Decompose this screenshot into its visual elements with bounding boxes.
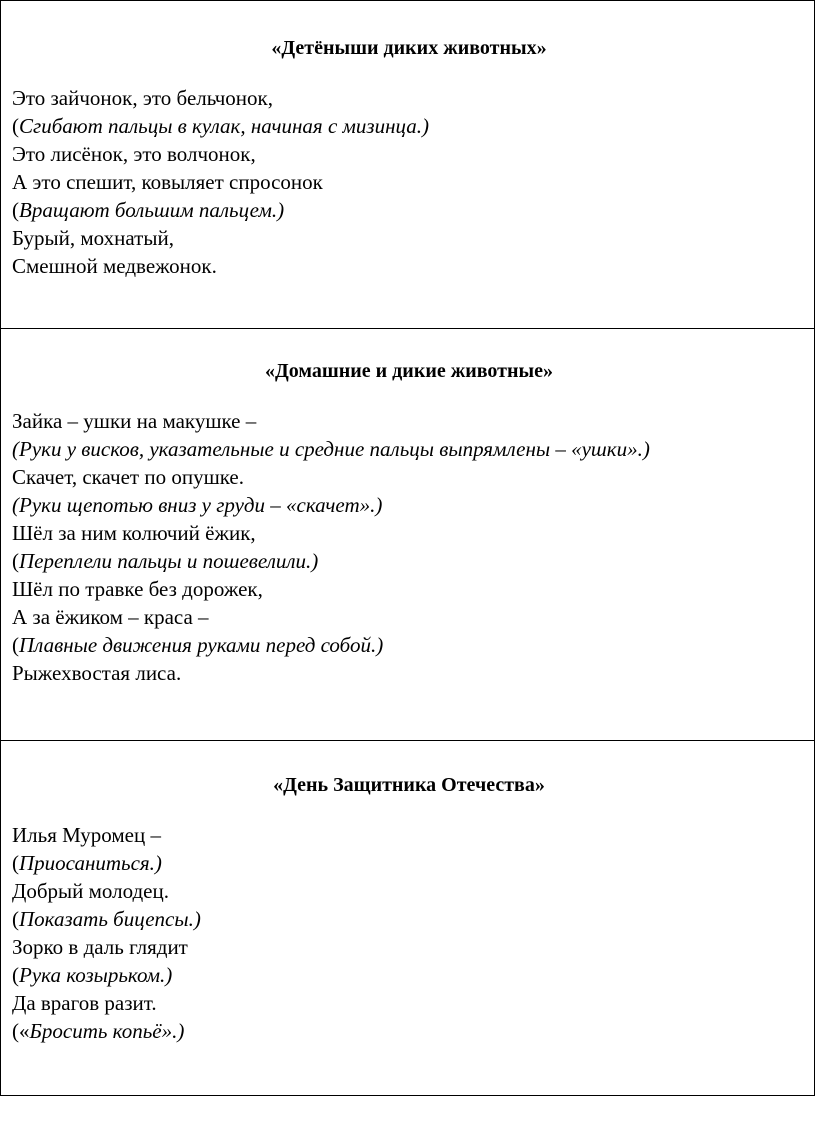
instruction-line — [12, 631, 806, 659]
line-prefix: ( — [12, 114, 19, 138]
line-text: Сгибают пальцы в кулак, начиная с мизинца.) — [19, 114, 430, 138]
instruction-line — [12, 961, 806, 989]
line-text: Приосаниться.) — [19, 851, 162, 875]
line-text: Переплели пальцы и пошевелили.) — [19, 549, 319, 573]
line-text: Скачет, скачет по опушке. — [12, 465, 244, 489]
section-cell — [1, 328, 814, 740]
line-text: Вращают большим пальцем.) — [19, 198, 285, 222]
line-text: Это зайчонок, это бельчонок, — [12, 86, 273, 110]
section-cell — [1, 740, 814, 1096]
line-text: Илья Муромец – — [12, 823, 161, 847]
verse-line — [12, 140, 806, 168]
instruction-line — [12, 196, 806, 224]
verse-line — [12, 407, 806, 435]
verse-line — [12, 821, 806, 849]
line-text: Шёл по травке без дорожек, — [12, 577, 263, 601]
line-prefix: (« — [12, 1019, 30, 1043]
verse-line — [12, 463, 806, 491]
line-prefix: ( — [12, 549, 19, 573]
line-text: А за ёжиком – краса – — [12, 605, 209, 629]
line-text: Плавные движения руками перед собой.) — [19, 633, 384, 657]
instruction-line — [12, 547, 806, 575]
verse-line — [12, 519, 806, 547]
instruction-line — [12, 1017, 806, 1045]
line-text: Рука козырьком.) — [19, 963, 173, 987]
line-prefix: ( — [12, 633, 19, 657]
verse-line — [12, 659, 806, 687]
line-text: Бросить копьё».) — [29, 1019, 185, 1043]
line-text: Да врагов разит. — [12, 991, 157, 1015]
line-prefix: ( — [12, 851, 19, 875]
section-lines — [12, 821, 806, 1045]
line-text: Это лисёнок, это волчонок, — [12, 142, 256, 166]
line-prefix: ( — [12, 963, 19, 987]
verse-line — [12, 224, 806, 252]
verse-line — [12, 989, 806, 1017]
line-text: (Руки щепотью вниз у груди – «скачет».) — [12, 493, 383, 517]
instruction-line — [12, 491, 806, 519]
verse-line — [12, 84, 806, 112]
section-title: «Домашние и дикие животные» — [264, 360, 554, 382]
verse-line — [12, 168, 806, 196]
verse-line — [12, 877, 806, 905]
verse-line — [12, 252, 806, 280]
line-text: А это спешит, ковыляет спросонок — [12, 170, 323, 194]
verse-line — [12, 603, 806, 631]
section-title: «День Защитника Отечества» — [273, 774, 545, 796]
line-text: Зайка – ушки на макушке – — [12, 409, 257, 433]
verse-line — [12, 933, 806, 961]
line-text: Показать бицепсы.) — [19, 907, 201, 931]
line-prefix: ( — [12, 907, 19, 931]
verse-line — [12, 575, 806, 603]
section-title: «Детёныши диких животных» — [271, 37, 547, 59]
instruction-line — [12, 849, 806, 877]
section-lines — [12, 407, 806, 687]
line-text: Зорко в даль глядит — [12, 935, 188, 959]
instruction-line — [12, 112, 806, 140]
section-cell — [1, 0, 814, 328]
section-lines — [12, 84, 806, 280]
line-text: Добрый молодец. — [12, 879, 169, 903]
line-text: Шёл за ним колючий ёжик, — [12, 521, 256, 545]
line-prefix: ( — [12, 198, 19, 222]
line-text: Смешной медвежонок. — [12, 254, 217, 278]
instruction-line — [12, 435, 806, 463]
line-text: Бурый, мохнатый, — [12, 226, 174, 250]
instruction-line — [12, 905, 806, 933]
line-text: (Руки у висков, указательные и средние пальцы выпрямлены – «ушки».) — [12, 437, 650, 461]
line-text: Рыжехвостая лиса. — [12, 661, 182, 685]
